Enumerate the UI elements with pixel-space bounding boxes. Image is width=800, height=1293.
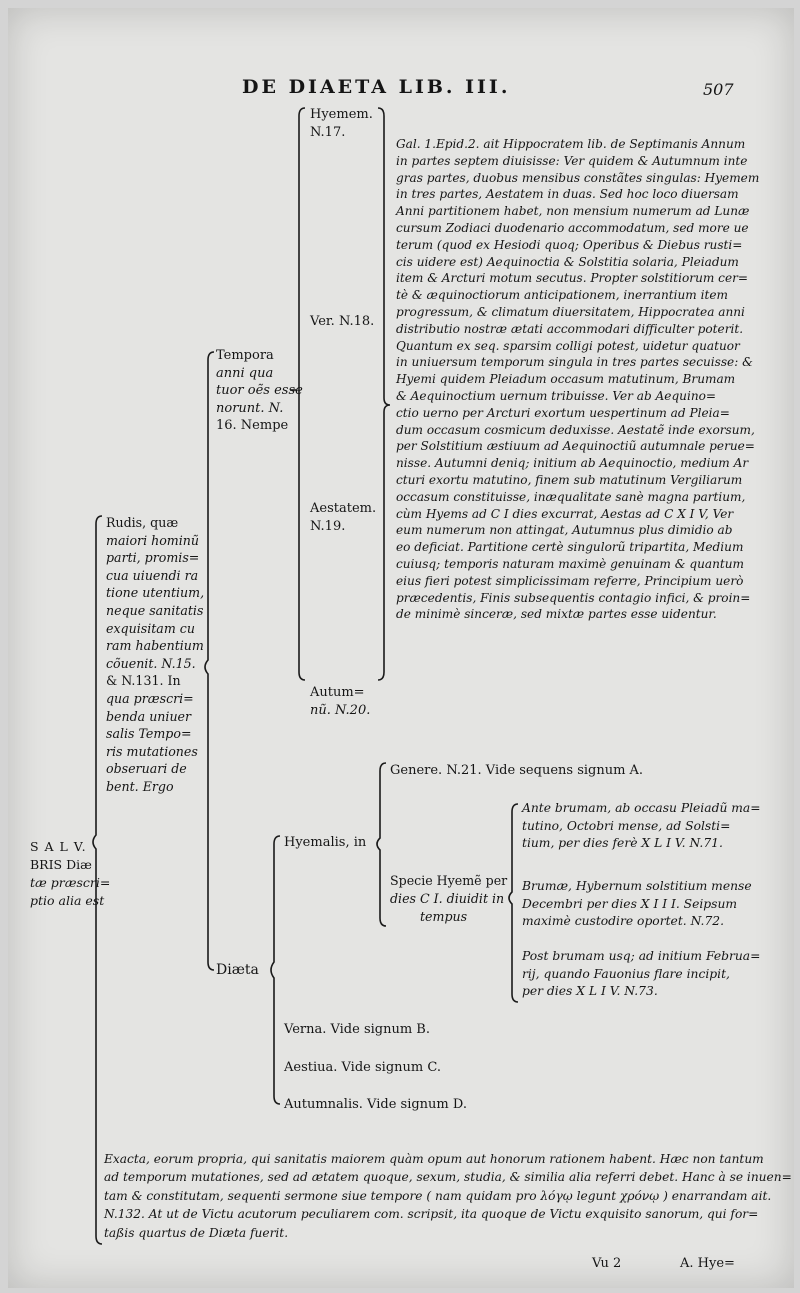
season-aestatem: Aestatem. N.19. (310, 501, 377, 534)
exacta-paragraph: Exacta, eorum propria, qui sanitatis maiorem quàm opum aut honorum rationem habent. Hæc non tantum ad temporum mutationes, sed ad ætatem quoque, sexum, studia, & similia alia referri debet. Hanc à se inuen= tam & constitutam, sequenti sermone siue tempore ( nam quidam pro λόγῳ legunt χρόνῳ ) enarrandam ait. N.132. At ut de Victu acutorum peculiarem com. scripsit, ita quoque de Victu exquisito sanorum, qui for= taßis quartus de Diæta fuerit. (104, 1152, 792, 1240)
tempora-label: Tempora anni qua tuor oẽs esse norunt. N. 16. Nempe (216, 348, 303, 433)
season-autumnu: Autum= nũ. N.20. (310, 685, 371, 718)
hyemalis-label: Hyemalis, in (284, 835, 367, 850)
diaeta-bracket (271, 836, 280, 1104)
hippocrates-note: Gal. 1.Epid.2. ait Hippocratem lib. de Septimanis Annum in partes septem diuisisse: Ver quidem & Autumnum inte gras partes, duobus mensibus constãtes singulas: Hyemem in tres partes, Aestatem in duas. Sed hoc loco diuersam Anni partitionem habet, non mensium numerum ad Lunæ cursum Zodiaci duodenario accommodatum, sed more ue terum (quod ex Hesiodi quoq; Operibus & Diebus rusti= cis uidere est) Aequinoctia & Solstitia solaria, Pleiadum item & Arcturi motum secutus. Propter solstitiorum cer= tè & æquinoctiorum anticipationem, inerrantium item progressum, & climatum diuersitatem, Hippocratea anni distributio nostræ ætati accommodari difficulter poterit. Quantum ex seq. sparsim colligi potest, uidetur quatuor in uniuersum temporum singula in tres partes secuisse: & Hyemi quidem Pleiadum occasum matutinum, Brumam & Aequinoctium uernum tribuisse. Ver ab Aequino= ctio uerno per Arcturi exortum uespertinum ad Pleia= dum occasum cosmicum deduxisse. Aestatẽ inde exorsum, per Solstitium æstiuum ad Aequinoctiũ autumnale perue= nisse. Autumni deniq; initium ab Aequinoctio, medium Ar cturi exortu matutino, finem sub matutinum Vergiliarum occasum constituisse, inæqualitate sanè magna partium, cùm Hyems ad C I dies excurrat, Aestas ad C X I V, Ver eum numerum non attingat, Autumnus plus dimidio ab eo deficiat. Partitione certè singulorũ tripartita, Medium cuiusq; temporis naturam maximè genuinam & quantum eius fieri potest simplicissimam referre, Principium uerò præcedentis, Finis subsequentis contagio infici, & proin= de minimè sinceræ, sed mixtæ partes esse uidentur. (396, 137, 760, 622)
genere-entry: Genere. N.21. Vide sequens signum A. (390, 763, 644, 778)
specie-bracket (509, 804, 518, 1002)
rudis-label: Rudis, quæ maiori hominũ parti, promis= cua uiuendi ra tione utentium, neque sanitatis exquisitam cu ram habentium cõuenit. N.15. & N.131. In qua præscri= benda uniuer salis Tempo= ris mutationes obseruari de bent. Ergo (106, 515, 205, 794)
season-right-bracket (378, 108, 390, 680)
tempora-diaeta-bracket (205, 352, 214, 970)
brumae-entry: Brumæ, Hybernum solstitium mense Decembri per dies X I I I. Seipsum maximè custodire oportet. N.72. (522, 879, 752, 928)
specie-entry: Specie Hyemẽ per dies C I. diuidit in tempus (390, 873, 508, 924)
ante-brumam-entry: Ante brumam, ab occasu Pleiadũ ma= tutino, Octobri mense, ad Solsti= tium, per dies ferè X L I V. N.71. (522, 801, 761, 850)
salubris-label: S A L V. BRIS Diæ tæ præscri= ptio alia est (30, 839, 111, 908)
post-brumam-entry: Post brumam usq; ad initium Februa= rij, quando Fauonius flare incipit, per dies X L I V. N.73. (522, 949, 761, 998)
verna-entry: Verna. Vide signum B. (284, 1022, 430, 1037)
running-title: DE DIAETA LIB. III. (242, 76, 511, 98)
hyemalis-bracket (377, 763, 386, 926)
season-ver: Ver. N.18. (310, 314, 375, 329)
signature-mark: Vu 2 (592, 1256, 622, 1271)
aestiua-entry: Aestiua. Vide signum C. (284, 1060, 441, 1075)
season-hyemem: Hyemem. N.17. (310, 107, 373, 140)
diaeta-label: Diæta (216, 962, 259, 978)
catchword: A. Hye= (680, 1256, 735, 1271)
autumnalis-entry: Autumnalis. Vide signum D. (284, 1097, 467, 1112)
page-number: 507 (703, 80, 734, 99)
